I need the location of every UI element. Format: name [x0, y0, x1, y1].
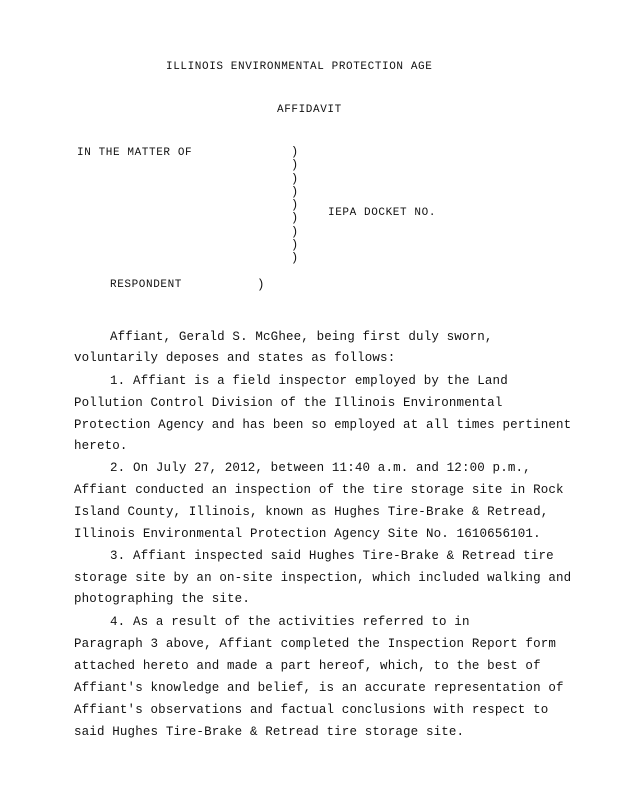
paragraph-3-line: storage site by an on-site inspection, which included walking and: [74, 571, 572, 585]
paragraph-1-line: 1. Affiant is a field inspector employed by the Land: [110, 374, 508, 388]
caption-paren: ): [291, 184, 299, 199]
paragraph-4-line: Affiant's knowledge and belief, is an accurate representation of: [74, 681, 564, 695]
paragraph-4-line: Affiant's observations and factual conclusions with respect to: [74, 703, 549, 717]
caption-paren: ): [291, 238, 299, 253]
caption-paren: ): [291, 145, 299, 159]
intro-line: voluntarily deposes and states as follows:: [74, 351, 396, 365]
paragraph-3-line: photographing the site.: [74, 592, 250, 606]
paragraph-1-line: Protection Agency and has been so employed at all times pertinent: [74, 418, 572, 432]
paragraph-3-line: 3. Affiant inspected said Hughes Tire-Brake & Retread tire: [110, 549, 554, 563]
document-title: AFFIDAVIT: [277, 104, 342, 116]
respondent-paren: ): [257, 278, 265, 292]
paragraph-1-line: hereto.: [74, 439, 128, 453]
intro-line: Affiant, Gerald S. McGhee, being first duly sworn,: [110, 330, 493, 344]
caption-paren: ): [291, 251, 299, 266]
paragraph-2-line: Affiant conducted an inspection of the tire storage site in Rock: [74, 483, 564, 497]
paragraph-2-line: 2. On July 27, 2012, between 11:40 a.m. and 12:00 p.m.,: [110, 461, 531, 475]
docket-label: IEPA DOCKET NO.: [328, 207, 437, 219]
paragraph-2-line: Illinois Environmental Protection Agency Site No. 1610656101.: [74, 527, 541, 541]
caption-paren-column: [291, 146, 298, 266]
caption-paren: ): [291, 224, 299, 239]
caption-paren: ): [291, 158, 299, 173]
caption-paren: ): [291, 171, 299, 186]
paragraph-4-line: Paragraph 3 above, Affiant completed the Inspection Report form: [74, 637, 557, 651]
respondent-label: RESPONDENT: [110, 279, 183, 291]
agency-heading: ILLINOIS ENVIRONMENTAL PROTECTION AGE: [166, 61, 433, 73]
paragraph-4-line: said Hughes Tire-Brake & Retread tire storage site.: [74, 725, 465, 739]
caption-paren: ): [291, 198, 299, 213]
paragraph-4-line: 4. As a result of the activities referred to in: [110, 615, 470, 629]
paragraph-2-line: Island County, Illinois, known as Hughes Tire-Brake & Retread,: [74, 505, 549, 519]
paragraph-1-line: Pollution Control Division of the Illinois Environmental: [74, 396, 503, 410]
matter-label: IN THE MATTER OF: [77, 147, 193, 159]
paragraph-4-line: attached hereto and made a part hereof, which, to the best of: [74, 659, 541, 673]
caption-paren: ): [291, 211, 299, 226]
